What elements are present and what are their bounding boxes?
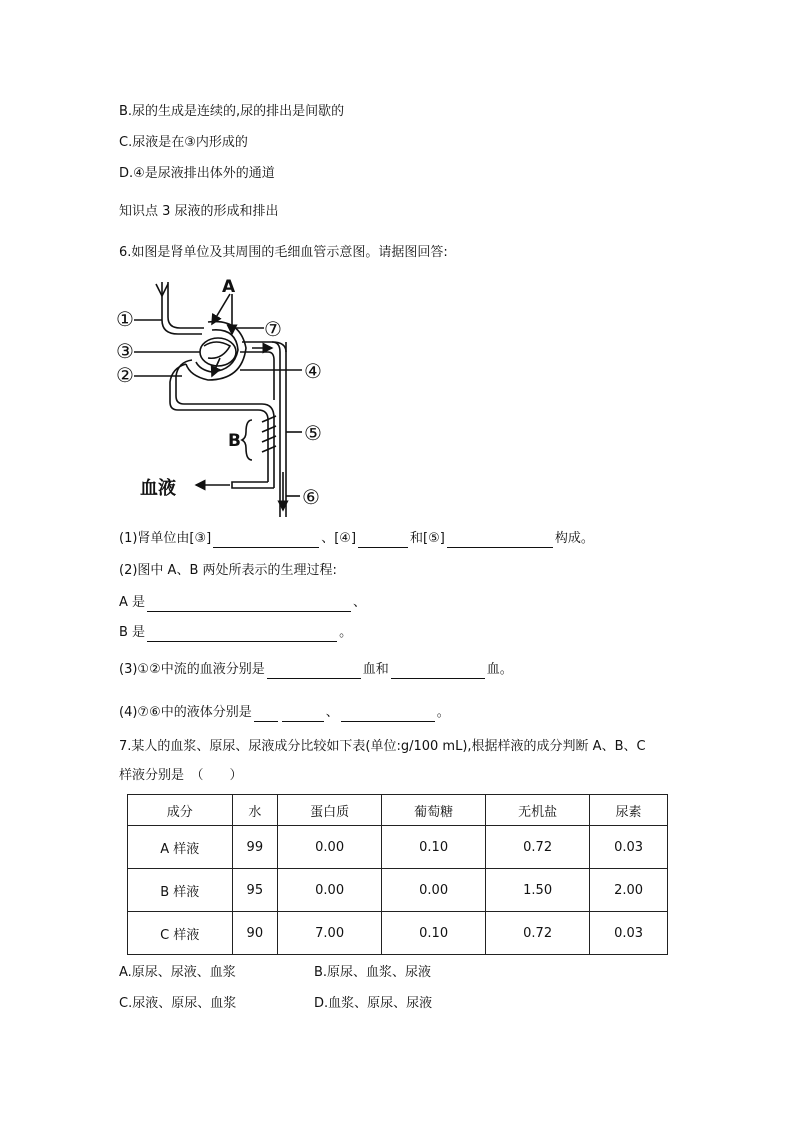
table-cell: 95 <box>232 869 278 912</box>
table-cell: 7.00 <box>278 912 382 955</box>
table-cell: 1.50 <box>486 869 590 912</box>
table-cell: A 样液 <box>128 826 233 869</box>
table-cell: 0.72 <box>486 912 590 955</box>
q7-option-c[interactable]: C.尿液、原尿、血浆 <box>119 996 237 1011</box>
answer-blank-5[interactable] <box>447 533 553 548</box>
table-cell: 0.03 <box>590 912 668 955</box>
table-row <box>128 912 668 955</box>
section-heading: 知识点 3 尿液的形成和排出 <box>119 204 279 219</box>
answer-blank-7b[interactable] <box>282 707 324 722</box>
answer-blank-7a[interactable] <box>254 707 278 722</box>
table-cell: 0.00 <box>382 869 486 912</box>
q6-sub2: (2)图中 A、B 两处所表示的生理过程: <box>119 563 337 578</box>
table-header: 蛋白质 <box>278 795 382 826</box>
q6-sub4: (4)⑦⑥中的液体分别是 、 。 <box>119 705 450 720</box>
q6-sub2-b: B 是 。 <box>119 625 353 640</box>
table-cell: 0.10 <box>382 912 486 955</box>
table-cell: C 样液 <box>128 912 233 955</box>
label-2: ② <box>116 363 134 387</box>
table-header: 成分 <box>128 795 233 826</box>
answer-blank-a[interactable] <box>147 597 351 612</box>
answer-blank-blood-2[interactable] <box>391 664 485 679</box>
composition-table <box>127 794 668 955</box>
label-1: ① <box>116 307 134 331</box>
table-cell: 0.10 <box>382 826 486 869</box>
label-4: ④ <box>304 359 322 383</box>
label-7: ⑦ <box>264 317 282 341</box>
table-row <box>128 869 668 912</box>
table-cell: 99 <box>232 826 278 869</box>
table-header: 水 <box>232 795 278 826</box>
table-header: 葡萄糖 <box>382 795 486 826</box>
q7-option-d[interactable]: D.血浆、原尿、尿液 <box>314 996 433 1011</box>
label-blood: 血液 <box>140 478 176 499</box>
label-5: ⑤ <box>304 421 322 445</box>
table-cell: 90 <box>232 912 278 955</box>
table-cell: B 样液 <box>128 869 233 912</box>
table-cell: 0.03 <box>590 826 668 869</box>
option-d-previous: D.④是尿液排出体外的通道 <box>119 166 275 181</box>
table-header-row <box>128 795 668 826</box>
answer-blank-6[interactable] <box>341 707 435 722</box>
label-6: ⑥ <box>302 485 320 509</box>
table-cell: 0.72 <box>486 826 590 869</box>
q6-sub3: (3)①②中流的血液分别是 血和 血。 <box>119 662 513 677</box>
question-7-stem-line2: 样液分别是 （ ） <box>119 768 243 783</box>
q7-option-a[interactable]: A.原尿、尿液、血浆 <box>119 965 236 980</box>
q7-option-b[interactable]: B.原尿、血浆、尿液 <box>314 965 432 980</box>
table-cell: 2.00 <box>590 869 668 912</box>
answer-blank-b[interactable] <box>147 627 337 642</box>
table-cell: 0.00 <box>278 869 382 912</box>
q6-sub2-a: A 是 、 <box>119 595 367 610</box>
question-6-stem: 6.如图是肾单位及其周围的毛细血管示意图。请据图回答: <box>119 245 448 260</box>
label-3: ③ <box>116 339 134 363</box>
nephron-diagram <box>112 272 342 520</box>
q6-sub1: (1)肾单位由[③] 、[④] 和[⑤] 构成。 <box>119 531 594 546</box>
label-b: B <box>228 431 241 451</box>
table-header: 无机盐 <box>486 795 590 826</box>
option-b-previous: B.尿的生成是连续的,尿的排出是间歇的 <box>119 104 345 119</box>
option-c-previous: C.尿液是在③内形成的 <box>119 135 248 150</box>
answer-blank-3[interactable] <box>213 533 319 548</box>
answer-blank-blood-1[interactable] <box>267 664 361 679</box>
label-a: A <box>222 277 236 297</box>
question-7-stem-line1: 7.某人的血浆、原尿、尿液成分比较如下表(单位:g/100 mL),根据样液的成分判断 A、B、C <box>119 739 646 754</box>
efferent-arteriole <box>170 364 268 482</box>
table-cell: 0.00 <box>278 826 382 869</box>
table-row <box>128 826 668 869</box>
answer-blank-4[interactable] <box>358 533 408 548</box>
table-header: 尿素 <box>590 795 668 826</box>
